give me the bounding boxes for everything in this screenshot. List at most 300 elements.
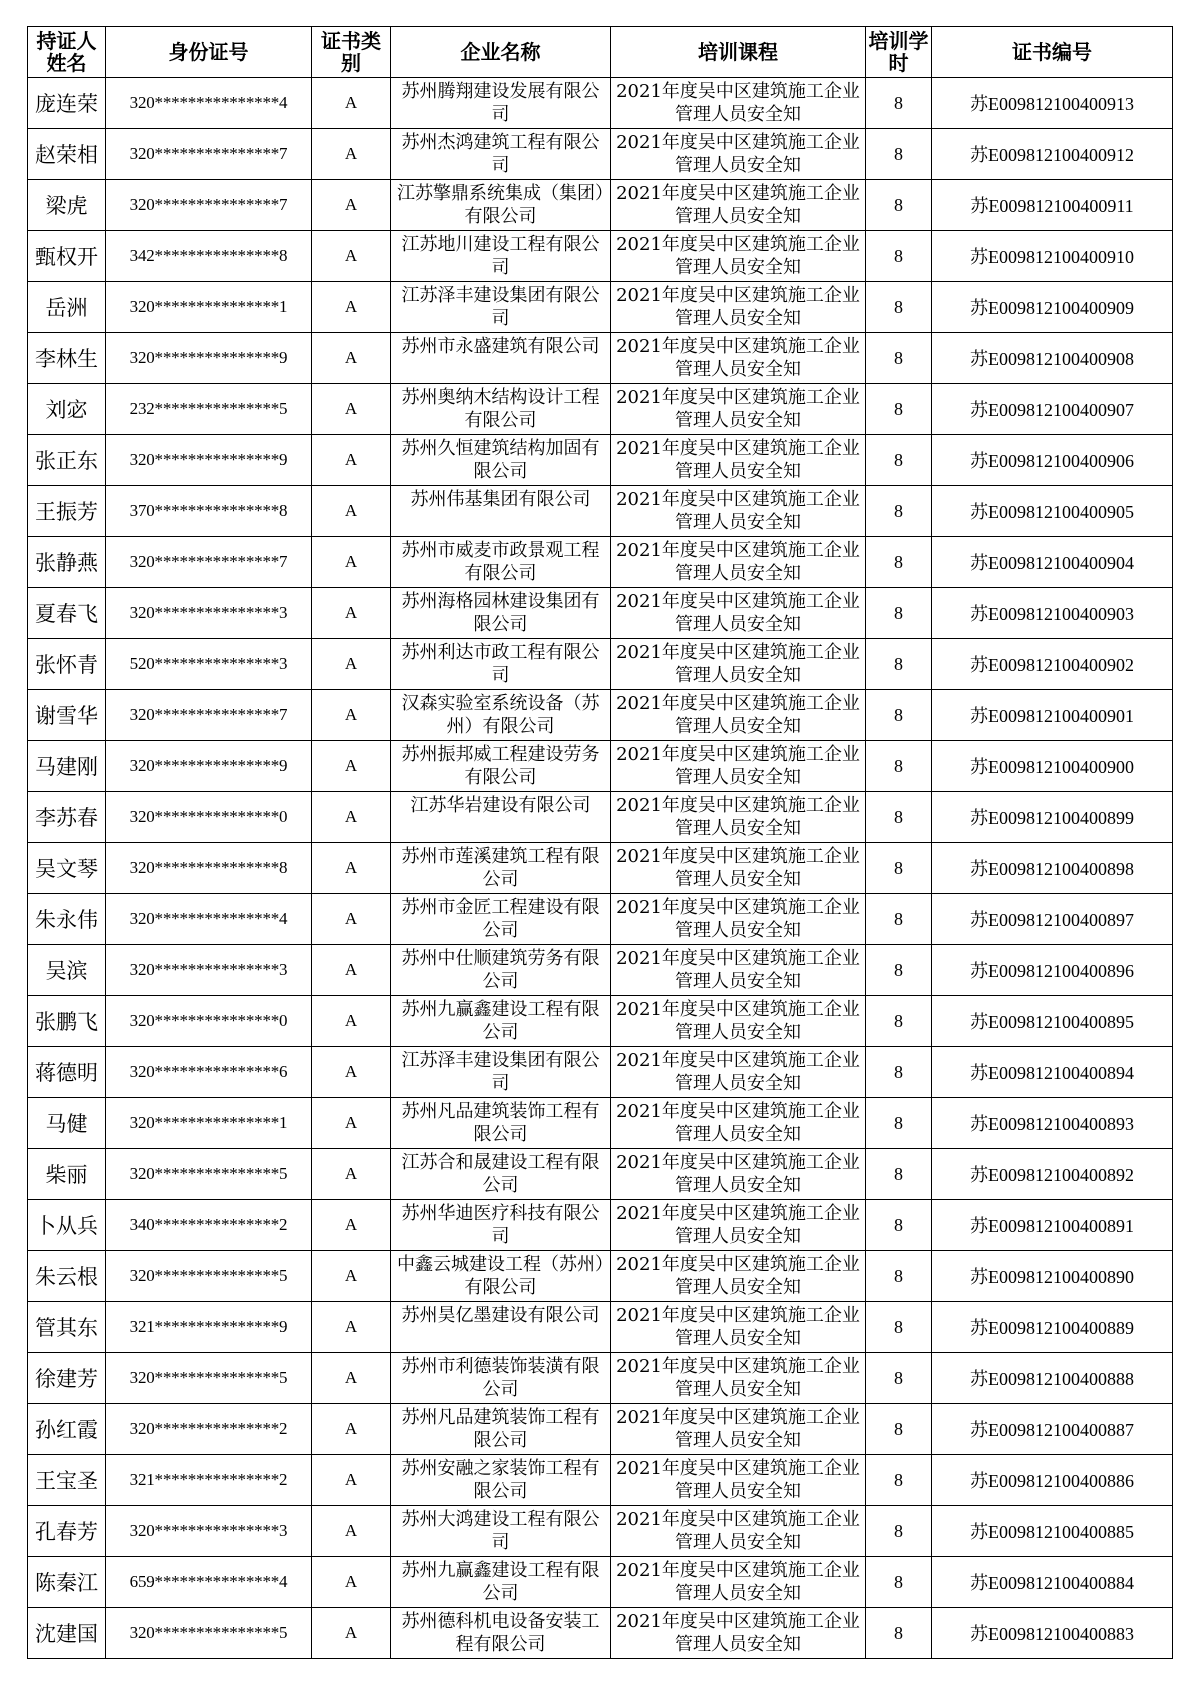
id-number-cell: 320***************3 [106,1506,312,1557]
training-course-text: 2021年度吴中区建筑施工企业管理人员安全知 [616,1509,860,1553]
training-course-text: 2021年度吴中区建筑施工企业管理人员安全知 [616,846,860,890]
training-course-cell [611,435,866,486]
holder-name-cell: 梁虎 [28,180,106,231]
company-name-cell [391,384,611,435]
certificate-category-cell: A [312,1506,391,1557]
table-row [28,384,1173,435]
id-number-cell: 320***************7 [106,537,312,588]
training-hours-cell: 8 [866,945,932,996]
certificate-number-cell: 苏E009812100400901 [932,690,1173,741]
certificate-number-cell: 苏E009812100400897 [932,894,1173,945]
certificate-number-cell: 苏E009812100400887 [932,1404,1173,1455]
table-row [28,435,1173,486]
certificate-category-cell: A [312,588,391,639]
training-course-text: 2021年度吴中区建筑施工企业管理人员安全知 [616,1101,860,1145]
holder-name-cell: 管其东 [28,1302,106,1353]
table-row [28,129,1173,180]
certificate-number-cell: 苏E009812100400898 [932,843,1173,894]
company-name-cell [391,231,611,282]
training-hours-cell: 8 [866,1302,932,1353]
company-name-text: 苏州昊亿墨建设有限公司 [401,1305,600,1326]
holder-name-cell: 孙红霞 [28,1404,106,1455]
company-name-text: 苏州市金匠工程建设有限公司 [401,897,600,941]
company-name-cell [391,894,611,945]
certificate-number-cell: 苏E009812100400886 [932,1455,1173,1506]
training-hours-cell: 8 [866,1353,932,1404]
id-number-cell: 320***************4 [106,78,312,129]
certificate-number-cell: 苏E009812100400912 [932,129,1173,180]
certificate-number-cell: 苏E009812100400900 [932,741,1173,792]
table-row [28,1404,1173,1455]
certificate-category-cell: A [312,1251,391,1302]
company-name-cell [391,435,611,486]
training-hours-cell: 8 [866,741,932,792]
certificate-number-cell: 苏E009812100400896 [932,945,1173,996]
holder-name-cell: 甄权开 [28,231,106,282]
training-hours-cell: 8 [866,843,932,894]
certificate-number-cell: 苏E009812100400911 [932,180,1173,231]
company-name-text: 江苏华岩建设有限公司 [410,795,591,816]
id-number-cell: 320***************3 [106,588,312,639]
id-number-cell: 320***************3 [106,945,312,996]
company-name-cell [391,1149,611,1200]
company-name-text: 苏州振邦威工程建设劳务有限公司 [401,744,600,788]
company-name-text: 江苏泽丰建设集团有限公司 [401,285,600,329]
certificate-number-cell: 苏E009812100400885 [932,1506,1173,1557]
training-course-cell [611,1302,866,1353]
training-hours-cell: 8 [866,1455,932,1506]
holder-name-cell: 柴丽 [28,1149,106,1200]
company-name-text: 苏州凡品建筑装饰工程有限公司 [401,1407,600,1451]
table-row [28,1608,1173,1659]
holder-name-cell: 马建刚 [28,741,106,792]
holder-name-cell: 蒋德明 [28,1047,106,1098]
certificate-number-cell: 苏E009812100400909 [932,282,1173,333]
company-name-cell [391,1047,611,1098]
training-course-cell [611,1149,866,1200]
company-name-text: 苏州安融之家装饰工程有限公司 [401,1458,600,1502]
training-course-text: 2021年度吴中区建筑施工企业管理人员安全知 [616,1254,860,1298]
certificate-category-cell: A [312,384,391,435]
training-course-cell [611,537,866,588]
training-hours-cell: 8 [866,1506,932,1557]
certificate-category-cell: A [312,1098,391,1149]
company-name-cell [391,588,611,639]
training-hours-cell: 8 [866,180,932,231]
certificate-category-cell: A [312,231,391,282]
training-course-text: 2021年度吴中区建筑施工企业管理人员安全知 [616,285,860,329]
company-name-cell [391,1251,611,1302]
table-row [28,180,1173,231]
id-number-cell: 320***************9 [106,741,312,792]
training-course-cell [611,945,866,996]
id-number-cell: 320***************7 [106,690,312,741]
training-hours-cell: 8 [866,282,932,333]
id-number-cell: 321***************9 [106,1302,312,1353]
training-course-cell [611,1404,866,1455]
training-hours-cell: 8 [866,333,932,384]
training-course-text: 2021年度吴中区建筑施工企业管理人员安全知 [616,1356,860,1400]
holder-name-cell: 吴滨 [28,945,106,996]
company-name-cell [391,537,611,588]
table-row [28,741,1173,792]
training-hours-cell: 8 [866,1149,932,1200]
header-certificate-number: 证书编号 [932,27,1173,78]
training-course-cell [611,333,866,384]
id-number-cell: 342***************8 [106,231,312,282]
id-number-cell: 320***************5 [106,1608,312,1659]
id-number-cell: 340***************2 [106,1200,312,1251]
id-number-cell: 320***************5 [106,1149,312,1200]
training-course-text: 2021年度吴中区建筑施工企业管理人员安全知 [616,744,860,788]
training-course-cell [611,588,866,639]
header-certificate-category: 证书类别 [312,27,391,78]
company-name-text: 江苏合和晟建设工程有限公司 [401,1152,600,1196]
holder-name-cell: 张正东 [28,435,106,486]
holder-name-cell: 夏春飞 [28,588,106,639]
certificate-category-cell: A [312,1455,391,1506]
training-course-cell [611,1506,866,1557]
header-id-number: 身份证号 [106,27,312,78]
company-name-cell [391,333,611,384]
training-course-text: 2021年度吴中区建筑施工企业管理人员安全知 [616,693,860,737]
certificate-category-cell: A [312,1353,391,1404]
training-course-cell [611,282,866,333]
company-name-text: 苏州凡品建筑装饰工程有限公司 [401,1101,600,1145]
certificate-number-cell: 苏E009812100400894 [932,1047,1173,1098]
training-hours-cell: 8 [866,384,932,435]
training-course-text: 2021年度吴中区建筑施工企业管理人员安全知 [616,183,860,227]
training-course-text: 2021年度吴中区建筑施工企业管理人员安全知 [616,336,860,380]
company-name-cell [391,486,611,537]
id-number-cell: 320***************9 [106,435,312,486]
training-course-text: 2021年度吴中区建筑施工企业管理人员安全知 [616,1305,860,1349]
table-row [28,282,1173,333]
training-hours-cell: 8 [866,894,932,945]
certificate-table [27,26,1173,1659]
table-row [28,894,1173,945]
table-row [28,1098,1173,1149]
holder-name-cell: 王宝圣 [28,1455,106,1506]
company-name-text: 江苏擎鼎系统集成（集团）有限公司 [397,183,604,227]
holder-name-cell: 陈秦江 [28,1557,106,1608]
company-name-cell [391,1404,611,1455]
training-course-cell [611,1455,866,1506]
training-hours-cell: 8 [866,1047,932,1098]
certificate-category-cell: A [312,537,391,588]
company-name-cell [391,843,611,894]
company-name-cell [391,996,611,1047]
training-course-text: 2021年度吴中区建筑施工企业管理人员安全知 [616,999,860,1043]
id-number-cell: 320***************2 [106,1404,312,1455]
training-hours-cell: 8 [866,1098,932,1149]
id-number-cell: 320***************5 [106,1251,312,1302]
company-name-cell [391,1353,611,1404]
training-course-cell [611,231,866,282]
training-course-cell [611,78,866,129]
id-number-cell: 232***************5 [106,384,312,435]
certificate-number-cell: 苏E009812100400904 [932,537,1173,588]
training-course-cell [611,1200,866,1251]
certificate-category-cell: A [312,1404,391,1455]
training-course-cell [611,384,866,435]
training-course-cell [611,639,866,690]
company-name-text: 苏州奥纳木结构设计工程有限公司 [401,387,600,431]
table-row [28,792,1173,843]
certificate-number-cell: 苏E009812100400893 [932,1098,1173,1149]
id-number-cell: 320***************0 [106,792,312,843]
holder-name-cell: 朱永伟 [28,894,106,945]
certificate-category-cell: A [312,1608,391,1659]
holder-name-cell: 吴文琴 [28,843,106,894]
certificate-category-cell: A [312,1149,391,1200]
id-number-cell: 320***************8 [106,843,312,894]
training-course-text: 2021年度吴中区建筑施工企业管理人员安全知 [616,795,860,839]
company-name-text: 苏州中仕顺建筑劳务有限公司 [401,948,600,992]
training-course-text: 2021年度吴中区建筑施工企业管理人员安全知 [616,1611,860,1655]
company-name-text: 中鑫云城建设工程（苏州）有限公司 [397,1254,604,1298]
company-name-text: 苏州大鸿建设工程有限公司 [401,1509,600,1553]
training-hours-cell: 8 [866,78,932,129]
company-name-cell [391,690,611,741]
certificate-number-cell: 苏E009812100400906 [932,435,1173,486]
training-course-cell [611,129,866,180]
certificate-category-cell: A [312,1047,391,1098]
holder-name-cell: 孔春芳 [28,1506,106,1557]
training-course-text: 2021年度吴中区建筑施工企业管理人员安全知 [616,1203,860,1247]
company-name-cell [391,1506,611,1557]
company-name-text: 苏州德科机电设备安装工程有限公司 [401,1611,600,1655]
training-hours-cell: 8 [866,129,932,180]
training-course-cell [611,690,866,741]
id-number-cell: 320***************6 [106,1047,312,1098]
certificate-category-cell: A [312,741,391,792]
certificate-number-cell: 苏E009812100400899 [932,792,1173,843]
company-name-text: 江苏地川建设工程有限公司 [401,234,600,278]
company-name-text: 苏州市威麦市政景观工程有限公司 [401,540,600,584]
table-row [28,1506,1173,1557]
table-row [28,690,1173,741]
training-course-text: 2021年度吴中区建筑施工企业管理人员安全知 [616,81,860,125]
training-course-cell [611,894,866,945]
training-hours-cell: 8 [866,1557,932,1608]
id-number-cell: 520***************3 [106,639,312,690]
holder-name-cell: 李林生 [28,333,106,384]
certificate-number-cell: 苏E009812100400889 [932,1302,1173,1353]
company-name-cell [391,1098,611,1149]
table-row [28,843,1173,894]
training-course-text: 2021年度吴中区建筑施工企业管理人员安全知 [616,948,860,992]
table-row [28,78,1173,129]
training-course-text: 2021年度吴中区建筑施工企业管理人员安全知 [616,234,860,278]
training-course-cell [611,741,866,792]
company-name-cell [391,792,611,843]
training-course-cell [611,1353,866,1404]
id-number-cell: 320***************7 [106,129,312,180]
certificate-number-cell: 苏E009812100400908 [932,333,1173,384]
holder-name-cell: 张静燕 [28,537,106,588]
table-row [28,639,1173,690]
id-number-cell: 321***************2 [106,1455,312,1506]
company-name-cell [391,180,611,231]
training-course-cell [611,792,866,843]
table-row [28,1047,1173,1098]
company-name-text: 苏州海格园林建设集团有限公司 [401,591,600,635]
company-name-text: 苏州市永盛建筑有限公司 [401,336,600,357]
training-course-text: 2021年度吴中区建筑施工企业管理人员安全知 [616,1560,860,1604]
training-hours-cell: 8 [866,639,932,690]
company-name-text: 苏州市利德装饰装潢有限公司 [401,1356,600,1400]
table-row [28,1302,1173,1353]
training-course-text: 2021年度吴中区建筑施工企业管理人员安全知 [616,1152,860,1196]
table-row [28,1251,1173,1302]
certificate-category-cell: A [312,1557,391,1608]
certificate-number-cell: 苏E009812100400905 [932,486,1173,537]
certificate-category-cell: A [312,78,391,129]
holder-name-cell: 刘宓 [28,384,106,435]
id-number-cell: 659***************4 [106,1557,312,1608]
id-number-cell: 320***************9 [106,333,312,384]
header-training-hours: 培训学时 [866,27,932,78]
certificate-category-cell: A [312,945,391,996]
company-name-text: 苏州利达市政工程有限公司 [401,642,600,686]
holder-name-cell: 张怀青 [28,639,106,690]
certificate-category-cell: A [312,129,391,180]
certificate-category-cell: A [312,843,391,894]
holder-name-cell: 沈建国 [28,1608,106,1659]
table-row [28,1455,1173,1506]
company-name-cell [391,1557,611,1608]
certificate-category-cell: A [312,996,391,1047]
table-row [28,1149,1173,1200]
company-name-text: 苏州伟基集团有限公司 [410,489,591,510]
company-name-cell [391,129,611,180]
table-row [28,333,1173,384]
table-row [28,945,1173,996]
training-course-text: 2021年度吴中区建筑施工企业管理人员安全知 [616,897,860,941]
training-course-text: 2021年度吴中区建筑施工企业管理人员安全知 [616,1458,860,1502]
training-course-text: 2021年度吴中区建筑施工企业管理人员安全知 [616,642,860,686]
training-hours-cell: 8 [866,588,932,639]
certificate-category-cell: A [312,690,391,741]
table-row [28,486,1173,537]
holder-name-cell: 卜从兵 [28,1200,106,1251]
training-hours-cell: 8 [866,1200,932,1251]
certificate-number-cell: 苏E009812100400913 [932,78,1173,129]
company-name-text: 汉森实验室系统设备（苏州）有限公司 [401,693,600,737]
certificate-category-cell: A [312,894,391,945]
company-name-text: 苏州腾翔建设发展有限公司 [401,81,600,125]
training-course-cell [611,1557,866,1608]
holder-name-cell: 庞连荣 [28,78,106,129]
company-name-cell [391,639,611,690]
table-row [28,537,1173,588]
company-name-text: 苏州杰鸿建筑工程有限公司 [401,132,600,176]
holder-name-cell: 李苏春 [28,792,106,843]
id-number-cell: 320***************0 [106,996,312,1047]
training-course-text: 2021年度吴中区建筑施工企业管理人员安全知 [616,387,860,431]
id-number-cell: 320***************5 [106,1353,312,1404]
company-name-cell [391,945,611,996]
holder-name-cell: 朱云根 [28,1251,106,1302]
table-row [28,588,1173,639]
holder-name-cell: 谢雪华 [28,690,106,741]
header-company-name: 企业名称 [391,27,611,78]
training-course-cell [611,1251,866,1302]
header-training-course: 培训课程 [611,27,866,78]
training-course-text: 2021年度吴中区建筑施工企业管理人员安全知 [616,489,860,533]
holder-name-cell: 赵荣相 [28,129,106,180]
id-number-cell: 370***************8 [106,486,312,537]
company-name-text: 苏州九赢鑫建设工程有限公司 [401,1560,600,1604]
training-course-text: 2021年度吴中区建筑施工企业管理人员安全知 [616,132,860,176]
company-name-cell [391,1608,611,1659]
company-name-cell [391,1302,611,1353]
company-name-text: 苏州久恒建筑结构加固有限公司 [401,438,600,482]
training-hours-cell: 8 [866,537,932,588]
company-name-cell [391,78,611,129]
training-course-text: 2021年度吴中区建筑施工企业管理人员安全知 [616,438,860,482]
certificate-number-cell: 苏E009812100400888 [932,1353,1173,1404]
id-number-cell: 320***************1 [106,1098,312,1149]
training-course-cell [611,1098,866,1149]
training-course-text: 2021年度吴中区建筑施工企业管理人员安全知 [616,1407,860,1451]
training-course-cell [611,486,866,537]
training-hours-cell: 8 [866,435,932,486]
certificate-number-cell: 苏E009812100400883 [932,1608,1173,1659]
company-name-text: 苏州市莲溪建筑工程有限公司 [401,846,600,890]
certificate-category-cell: A [312,282,391,333]
header-holder-name: 持证人姓名 [28,27,106,78]
certificate-number-cell: 苏E009812100400884 [932,1557,1173,1608]
certificate-category-cell: A [312,1302,391,1353]
training-hours-cell: 8 [866,1608,932,1659]
table-row [28,1353,1173,1404]
company-name-text: 苏州华迪医疗科技有限公司 [401,1203,600,1247]
training-course-text: 2021年度吴中区建筑施工企业管理人员安全知 [616,1050,860,1094]
company-name-text: 苏州九赢鑫建设工程有限公司 [401,999,600,1043]
company-name-cell [391,1200,611,1251]
company-name-cell [391,1455,611,1506]
id-number-cell: 320***************4 [106,894,312,945]
holder-name-cell: 张鹏飞 [28,996,106,1047]
training-course-cell [611,843,866,894]
id-number-cell: 320***************1 [106,282,312,333]
holder-name-cell: 岳洲 [28,282,106,333]
training-course-cell [611,1608,866,1659]
id-number-cell: 320***************7 [106,180,312,231]
table-row [28,231,1173,282]
holder-name-cell: 马健 [28,1098,106,1149]
certificate-category-cell: A [312,639,391,690]
company-name-text: 江苏泽丰建设集团有限公司 [401,1050,600,1094]
table-body [28,78,1173,1659]
certificate-category-cell: A [312,1200,391,1251]
certificate-number-cell: 苏E009812100400891 [932,1200,1173,1251]
training-course-text: 2021年度吴中区建筑施工企业管理人员安全知 [616,540,860,584]
certificate-number-cell: 苏E009812100400890 [932,1251,1173,1302]
certificate-category-cell: A [312,486,391,537]
training-course-text: 2021年度吴中区建筑施工企业管理人员安全知 [616,591,860,635]
certificate-number-cell: 苏E009812100400902 [932,639,1173,690]
company-name-cell [391,282,611,333]
certificate-number-cell: 苏E009812100400903 [932,588,1173,639]
certificate-number-cell: 苏E009812100400892 [932,1149,1173,1200]
certificate-category-cell: A [312,333,391,384]
header-row [28,27,1173,78]
table-row [28,1557,1173,1608]
certificate-category-cell: A [312,435,391,486]
